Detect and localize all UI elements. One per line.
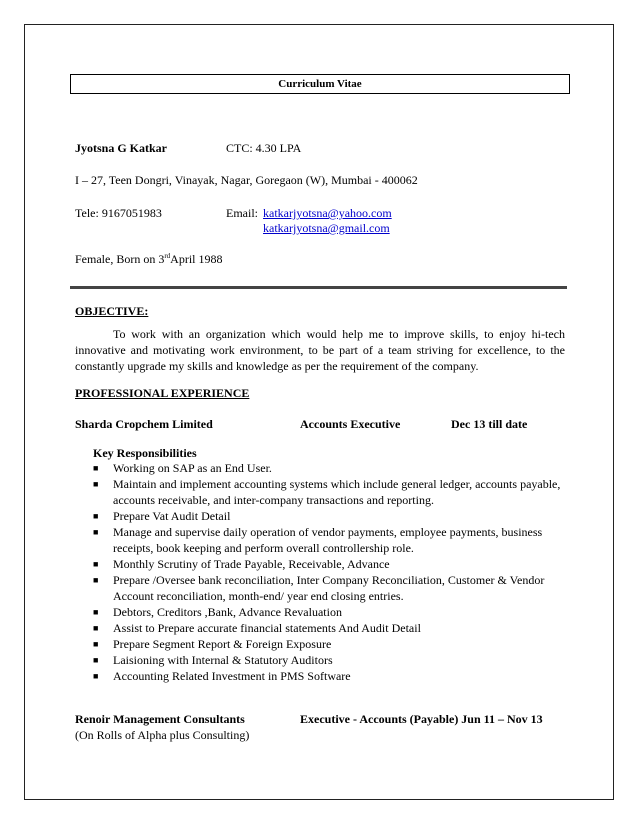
bullet-icon: ■: [93, 463, 99, 473]
email-link-gmail[interactable]: katkarjyotsna@gmail.com: [263, 221, 390, 235]
bullet-icon: ■: [93, 479, 99, 489]
objective-text: [75, 326, 565, 374]
list-item: [93, 668, 563, 684]
key-responsibilities-heading: Key Responsibilities: [93, 446, 197, 460]
job2-role-period: Executive - Accounts (Payable) Jun 11 – Nov 13: [300, 712, 543, 726]
cv-title: Curriculum Vitae: [70, 74, 570, 94]
bullet-icon: ■: [93, 511, 99, 521]
list-item: [93, 572, 563, 604]
bullet-icon: ■: [93, 655, 99, 665]
birth-date: April 1988: [170, 252, 223, 266]
telephone: Tele: 9167051983: [75, 206, 162, 220]
bullet-icon: ■: [93, 607, 99, 617]
job2-company: Renoir Management Consultants: [75, 712, 245, 726]
birth-prefix: Female, Born on 3: [75, 252, 165, 266]
divider-rule: [70, 286, 567, 289]
list-item: [93, 460, 563, 476]
list-item-text: Maintain and implement accounting systems which include general ledger, accounts payable, accounts receivable, and inter-company transactions and reporting.: [113, 477, 561, 507]
bullet-icon: ■: [93, 639, 99, 649]
list-item-text: Accounting Related Investment in PMS Software: [113, 669, 351, 683]
bullet-icon: ■: [93, 671, 99, 681]
objective-heading: OBJECTIVE:: [75, 304, 149, 318]
email-link-yahoo[interactable]: katkarjyotsna@yahoo.com: [263, 206, 392, 220]
list-item: [93, 604, 563, 620]
experience-heading: PROFESSIONAL EXPERIENCE: [75, 386, 250, 400]
ctc: CTC: 4.30 LPA: [226, 141, 302, 155]
list-item-text: Debtors, Creditors ,Bank, Advance Revaluation: [113, 605, 342, 619]
job1-company: Sharda Cropchem Limited: [75, 417, 213, 431]
list-item-text: Prepare /Oversee bank reconciliation, Inter Company Reconciliation, Customer & Vendor Account reconciliation, month-end/ year end closing entries.: [113, 573, 545, 603]
list-item-text: Assist to Prepare accurate financial statements And Audit Detail: [113, 621, 421, 635]
list-item-text: Working on SAP as an End User.: [113, 461, 272, 475]
list-item: [93, 652, 563, 668]
job1-period: Dec 13 till date: [451, 417, 528, 431]
candidate-name: Jyotsna G Katkar: [75, 141, 168, 155]
birth-info: [75, 252, 223, 267]
list-item: [93, 508, 563, 524]
address: I – 27, Teen Dongri, Vinayak, Nagar, Goregaon (W), Mumbai - 400062: [75, 173, 418, 187]
list-item: [93, 556, 563, 572]
bullet-icon: ■: [93, 623, 99, 633]
list-item: [93, 636, 563, 652]
list-item: [93, 476, 563, 508]
job2-note: (On Rolls of Alpha plus Consulting): [75, 728, 250, 742]
email-label: Email:: [226, 206, 258, 220]
list-item: [93, 524, 563, 556]
objective-body: To work with an organization which would help me to improve skills, to enjoy hi-tech innovative and motivating work environment, to be part of a team striving for excellence, to the constantly upgrade my skills and knowledge as per the requirement of the company.: [75, 327, 565, 373]
list-item: [93, 620, 563, 636]
birth-suffix-sup: rd: [164, 252, 171, 260]
list-item-text: Prepare Segment Report & Foreign Exposure: [113, 637, 332, 651]
bullet-icon: ■: [93, 527, 99, 537]
list-item-text: Laisioning with Internal & Statutory Auditors: [113, 653, 333, 667]
bullet-icon: ■: [93, 575, 99, 585]
bullet-icon: ■: [93, 559, 99, 569]
responsibilities-list: [93, 460, 563, 684]
list-item-text: Monthly Scrutiny of Trade Payable, Receivable, Advance: [113, 557, 390, 571]
job1-role: Accounts Executive: [300, 417, 401, 431]
list-item-text: Manage and supervise daily operation of vendor payments, employee payments, business receipts, book keeping and perform overall controllership role.: [113, 525, 543, 555]
list-item-text: Prepare Vat Audit Detail: [113, 509, 231, 523]
